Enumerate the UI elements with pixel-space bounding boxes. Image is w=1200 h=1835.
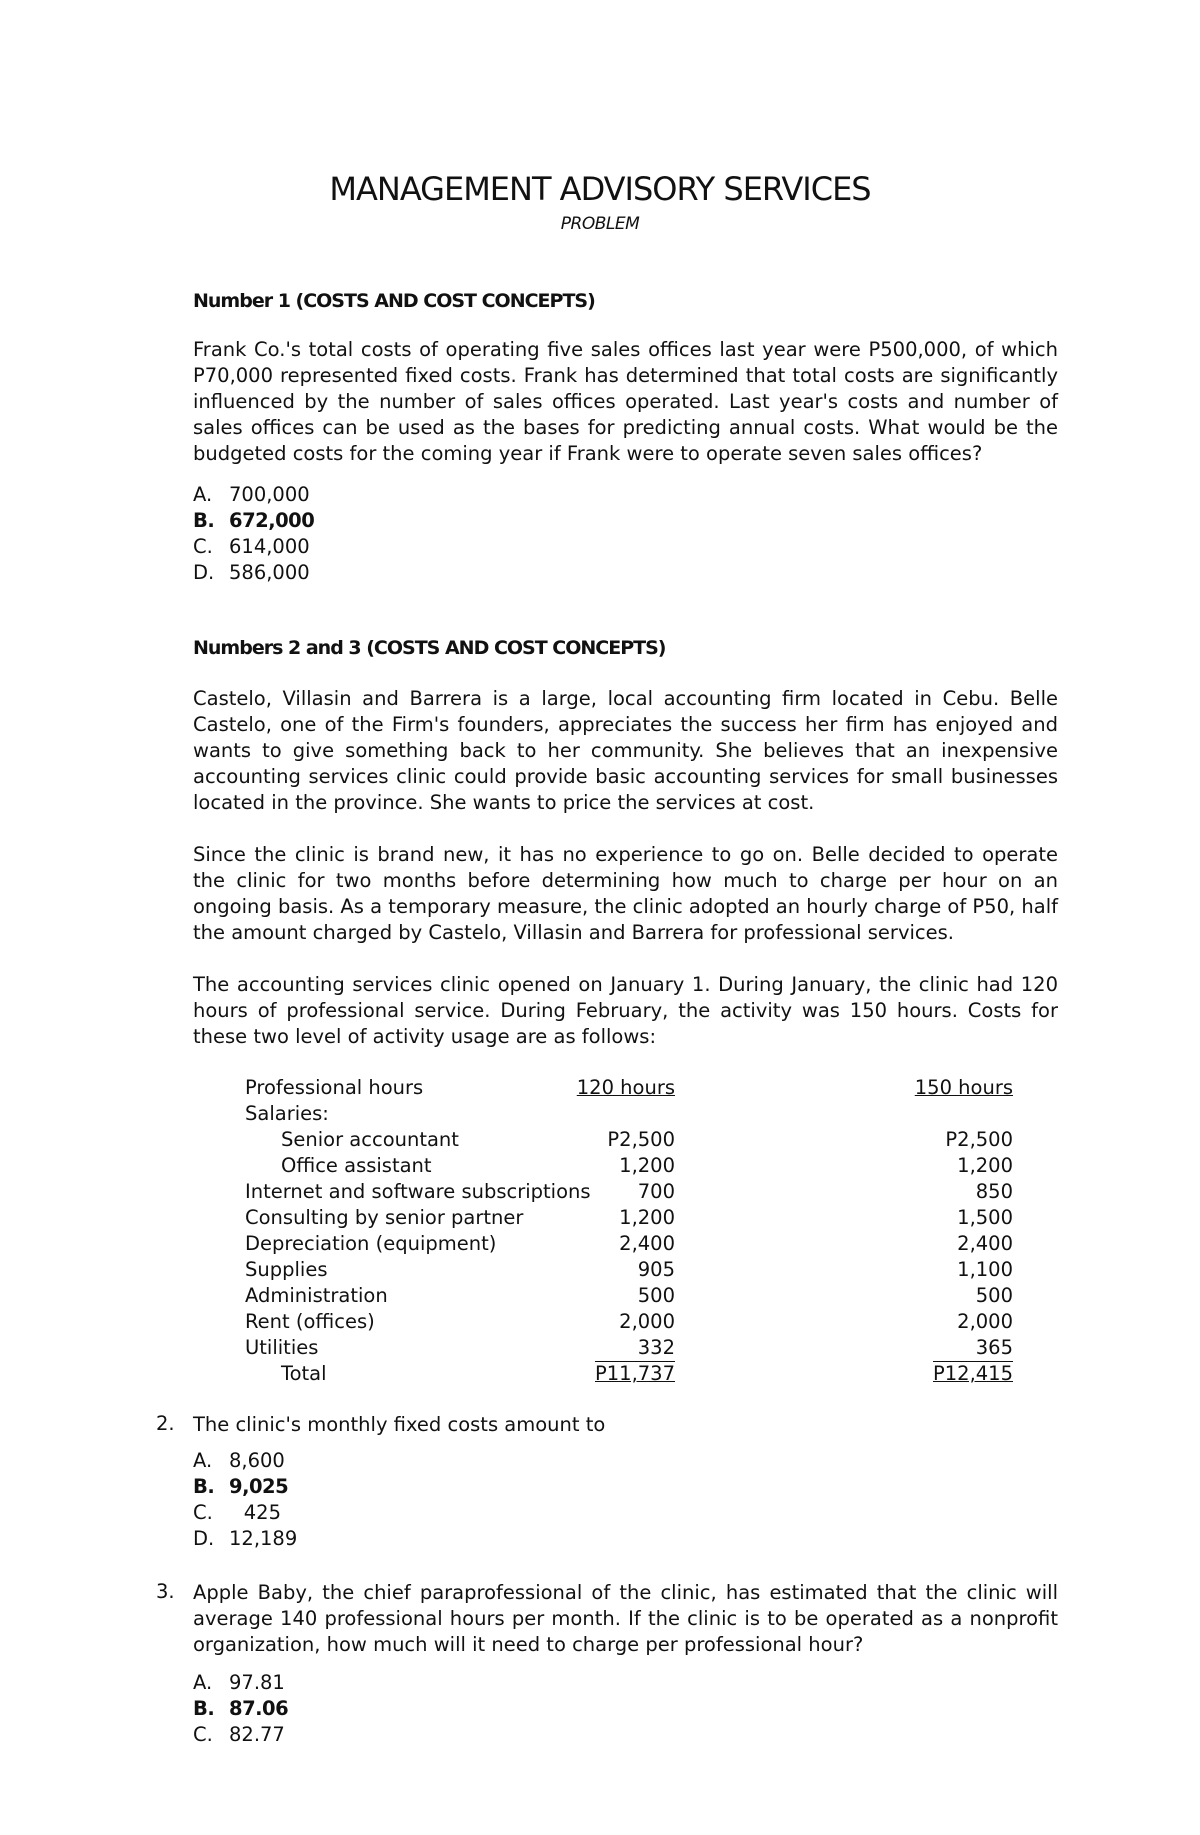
q23-paragraph-2: Since the clinic is brand new, it has no experience to go on. Belle decided to operate the clinic for two months before determining how much to charge per hour on an ongoing basis. As a temporary measure, the clinic adopted an hourly charge of P50, half the amount charged by Castelo, Villasin and Barrera for professional services.: [193, 843, 1058, 944]
q23-heading: Numbers 2 and 3 (COSTS AND COST CONCEPTS): [193, 637, 666, 659]
q2-text: The clinic's monthly fixed costs amount to: [193, 1413, 606, 1436]
cost-table: [245, 1075, 1025, 1387]
table-row: Rent (offices) 2,000 2,000: [245, 1310, 1013, 1333]
q1-choice-c: C. 614,000: [193, 535, 310, 558]
q2-choice-a: A. 8,600: [193, 1449, 285, 1472]
table-row: Administration 500 500: [245, 1284, 1013, 1307]
table-row: Senior accountant P2,500 P2,500: [281, 1128, 1013, 1151]
q1-choice-d: D. 586,000: [193, 561, 310, 584]
table-row: Consulting by senior partner 1,200 1,500: [245, 1206, 1013, 1229]
salaries-label-row: Salaries:: [245, 1102, 329, 1125]
q3-number: 3.: [156, 1580, 175, 1603]
page-title: MANAGEMENT ADVISORY SERVICES: [329, 170, 871, 208]
table-row: Office assistant 1,200 1,200: [281, 1154, 1013, 1177]
q23-paragraph-3: The accounting services clinic opened on January 1. During January, the clinic had 120 hours of professional service. During February, the activity was 150 hours. Costs for these two level of activity usage are as follows:: [193, 973, 1058, 1048]
table-row: Internet and software subscriptions 700 850: [245, 1180, 1013, 1203]
q3-choice-c: C. 82.77: [193, 1723, 285, 1746]
table-row: Supplies 905 1,100: [245, 1258, 1013, 1281]
q3-text: Apple Baby, the chief paraprofessional of the clinic, has estimated that the clinic will average 140 professional hours per month. If the clinic is to be operated as a nonprofit organization, how much will it need to charge per professional hour?: [193, 1581, 1058, 1656]
page-subtitle: PROBLEM: [560, 214, 640, 234]
q1-choice-b: B. 672,000: [193, 509, 315, 532]
q2-number: 2.: [156, 1412, 175, 1435]
table-row: Utilities 332 365: [245, 1335, 1025, 1361]
q3-choice-a: A. 97.81: [193, 1671, 285, 1694]
cost-table-header: Professional hours 120 hours 150 hours: [245, 1076, 1013, 1099]
col-150-hours: 150 hours: [914, 1076, 1013, 1099]
q2-choice-d: D. 12,189: [193, 1527, 298, 1550]
q1-choice-a: A. 700,000: [193, 483, 310, 506]
q1-text: Frank Co.'s total costs of operating five sales offices last year were P500,000, of which P70,000 represented fixed costs. Frank has determined that total costs are significantly influenced by the number of sales offices operated. Last year's costs and number of sales offices can be used as the bases for predicting annual costs. What would be the budgeted costs for the coming year if Frank were to operate seven sales offices?: [193, 338, 1058, 465]
q2-choice-c: C. 425: [193, 1501, 281, 1524]
q2-choice-b: B. 9,025: [193, 1475, 289, 1498]
table-row: Depreciation (equipment) 2,400 2,400: [245, 1232, 1013, 1255]
table-total-row: Total P11,737 P12,415: [281, 1362, 1013, 1385]
q23-paragraph-1: Castelo, Villasin and Barrera is a large, local accounting firm located in Cebu. Belle Castelo, one of the Firm's founders, appreciates the success her firm has enjoyed and wants to give something back to her community. She believes that an inexpensive accounting services clinic could provide basic accounting services for small businesses located in the province. She wants to price the services at cost.: [193, 687, 1058, 814]
q3-choice-b: B. 87.06: [193, 1697, 289, 1720]
col-120-hours: 120 hours: [576, 1076, 675, 1099]
q1-heading: Number 1 (COSTS AND COST CONCEPTS): [193, 290, 595, 312]
